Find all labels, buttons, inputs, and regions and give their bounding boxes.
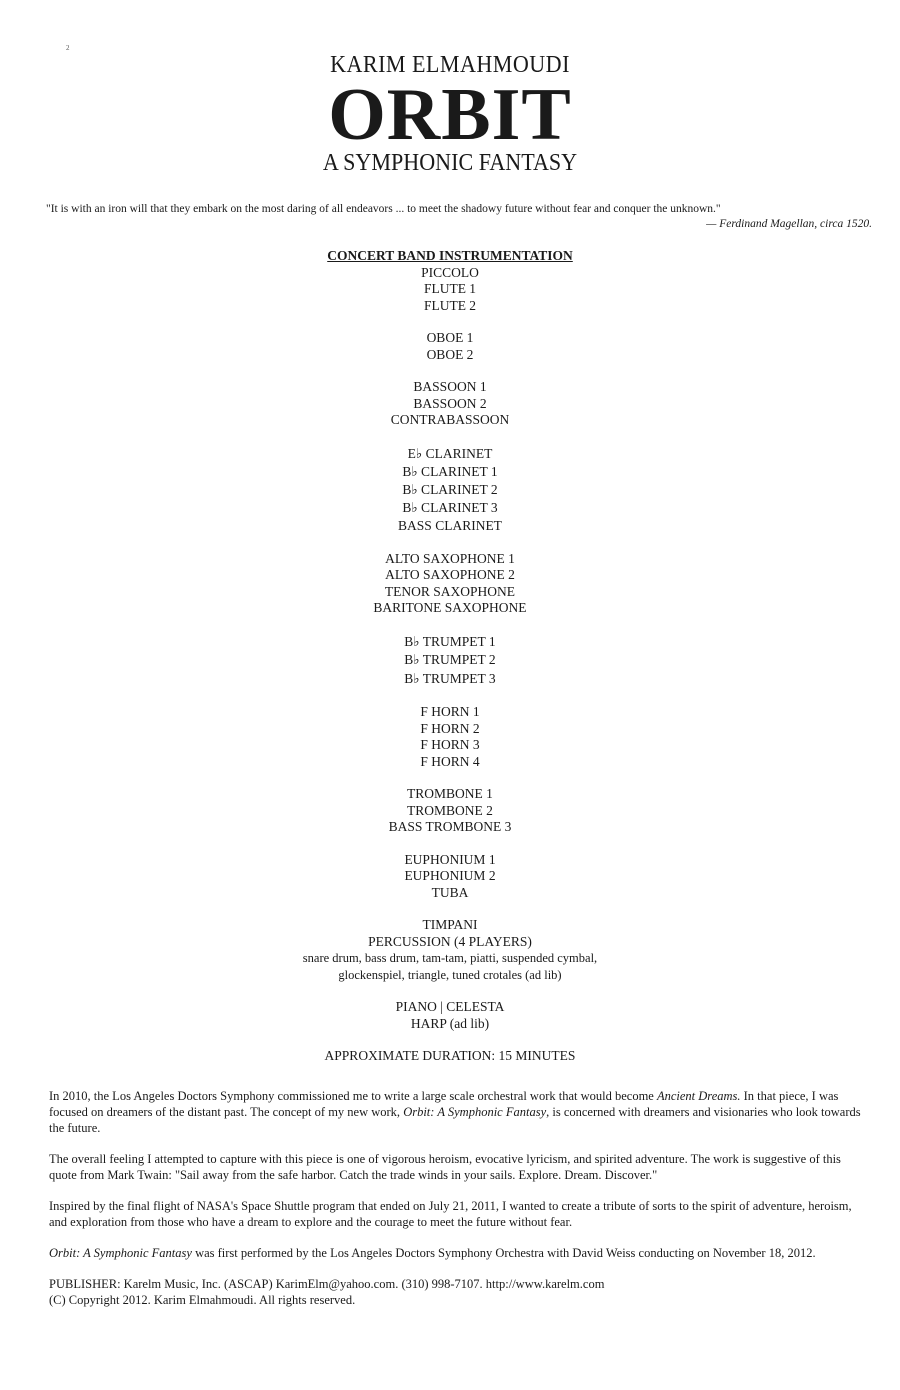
instrument-group-keyboards <box>0 999 900 1032</box>
notes-italic-title: Orbit: A Symphonic Fantasy <box>403 1105 547 1119</box>
epigraph <box>46 202 872 232</box>
copyright-line: (C) Copyright 2012. Karim Elmahmoudi. All rights reserved. <box>49 1293 356 1307</box>
instrument-line: B♭ CLARINET 3 <box>402 499 498 515</box>
instrumentation-heading: CONCERT BAND INSTRUMENTATION <box>327 248 573 263</box>
instrument-line: ALTO SAXOPHONE 2 <box>385 567 515 582</box>
notes-text: was first performed by the Los Angeles Doctors Symphony Orchestra with David Weiss conducting on November 18, 2012. <box>191 1246 816 1260</box>
page-number: 2 <box>66 44 70 52</box>
composer-name: KARIM ELMAHMOUDI <box>330 52 570 78</box>
instrument-line: OBOE 1 <box>426 330 474 345</box>
percussion-description: snare drum, bass drum, tam-tam, piatti, suspended cymbal, <box>302 951 598 965</box>
percussion-description: glockenspiel, triangle, tuned crotales (ad lib) <box>338 967 562 982</box>
instrument-line: BASS TROMBONE 3 <box>388 819 512 834</box>
approximate-duration: APPROXIMATE DURATION: 15 MINUTES <box>324 1048 576 1063</box>
instrument-line: FLUTE 1 <box>423 281 477 296</box>
publisher-line: PUBLISHER: Karelm Music, Inc. (ASCAP) KarimElm@yahoo.com. (310) 998-7107. http://www.karelm.com <box>49 1277 605 1291</box>
notes-text: , is concerned with dreamers and visionaries who look towards the future. <box>49 1105 861 1135</box>
instrument-group-percussion <box>0 917 900 983</box>
instrument-line: TENOR SAXOPHONE <box>384 583 516 599</box>
instrument-line: F HORN 4 <box>420 753 480 769</box>
instrument-line: F HORN 3 <box>420 737 480 752</box>
instrument-group-trumpets <box>0 633 900 689</box>
instrument-line: HARP (ad lib) <box>410 1015 490 1031</box>
instrument-line: CONTRABASSOON <box>390 412 510 427</box>
program-notes <box>49 1088 864 1308</box>
work-subtitle: A SYMPHONIC FANTASY <box>322 150 578 176</box>
instrument-line: E♭ CLARINET <box>407 445 493 461</box>
instrument-group-horns <box>0 704 900 770</box>
instrumentation-list <box>0 248 900 1065</box>
publisher-footer <box>49 1276 864 1308</box>
instrument-line: BASSOON 1 <box>413 379 487 394</box>
notes-paragraph <box>49 1245 864 1261</box>
instrument-line: B♭ TRUMPET 2 <box>404 652 496 667</box>
instrument-line: BASSOON 2 <box>413 395 487 411</box>
notes-paragraph: The overall feeling I attempted to capture with this piece is one of vigorous heroism, evocative lyricism, and spirited adventure. The work is suggestive of this quote from Mark Twain: "Sail away from the safe harbor. Catch the trade winds in your sails. Explore. Dream. Discover." <box>49 1152 841 1182</box>
notes-text: In that piece, I was focused on dreamers of the distant past. The concept of my new work, <box>49 1089 839 1119</box>
instrument-group-trombones <box>0 786 900 836</box>
instrument-line: F HORN 1 <box>420 704 480 719</box>
instrument-group-low-brass <box>0 852 900 902</box>
instrument-line: B♭ CLARINET 1 <box>402 463 498 479</box>
instrument-line: PICCOLO <box>421 264 479 280</box>
instrument-line: TUBA <box>431 884 469 900</box>
instrument-line: PIANO | CELESTA <box>395 999 505 1014</box>
epigraph-attribution: — Ferdinand Magellan, circa 1520. <box>706 218 872 230</box>
epigraph-text: "It is with an iron will that they embark on the most daring of all endeavors ... to meet the shadowy future without fear and conquer the unknown." <box>46 203 721 215</box>
instrument-group-saxophones <box>0 551 900 617</box>
instrument-group-flutes <box>0 265 900 315</box>
work-title: ORBIT <box>328 74 572 156</box>
instrument-line: TROMBONE 2 <box>407 802 493 818</box>
instrument-line: BASS CLARINET <box>398 517 502 533</box>
instrument-line: B♭ TRUMPET 1 <box>404 633 496 649</box>
instrument-line: TIMPANI <box>422 917 478 932</box>
instrument-line: EUPHONIUM 1 <box>404 851 496 867</box>
instrument-line: PERCUSSION (4 PLAYERS) <box>368 933 532 949</box>
instrument-line: OBOE 2 <box>426 346 474 362</box>
instrument-line: B♭ CLARINET 2 <box>402 481 498 497</box>
notes-paragraph <box>49 1088 864 1136</box>
instrument-line: FLUTE 2 <box>423 297 477 313</box>
instrument-group-bassoons <box>0 379 900 429</box>
title-block <box>0 50 900 178</box>
instrument-line: TROMBONE 1 <box>407 786 493 801</box>
instrument-line: B♭ TRUMPET 3 <box>404 670 496 686</box>
instrument-group-clarinets <box>0 445 900 535</box>
instrument-line: ALTO SAXOPHONE 1 <box>385 550 515 566</box>
instrument-group-oboes <box>0 330 900 363</box>
notes-paragraph: Inspired by the final flight of NASA's Space Shuttle program that ended on July 21, 2011, I wanted to create a tribute of sorts to the spirit of adventure, heroism, and exploration from those who have a dream to explore and the courage to meet the future without fear. <box>49 1199 852 1229</box>
notes-italic-title: Orbit: A Symphonic Fantasy <box>49 1246 192 1260</box>
instrument-line: F HORN 2 <box>420 720 480 736</box>
instrument-line: BARITONE SAXOPHONE <box>373 600 527 615</box>
notes-text: In 2010, the Los Angeles Doctors Symphony commissioned me to write a large scale orchestral work that would become <box>49 1089 657 1103</box>
instrument-line: EUPHONIUM 2 <box>404 868 496 883</box>
notes-italic-title: Ancient Dreams. <box>656 1089 741 1103</box>
